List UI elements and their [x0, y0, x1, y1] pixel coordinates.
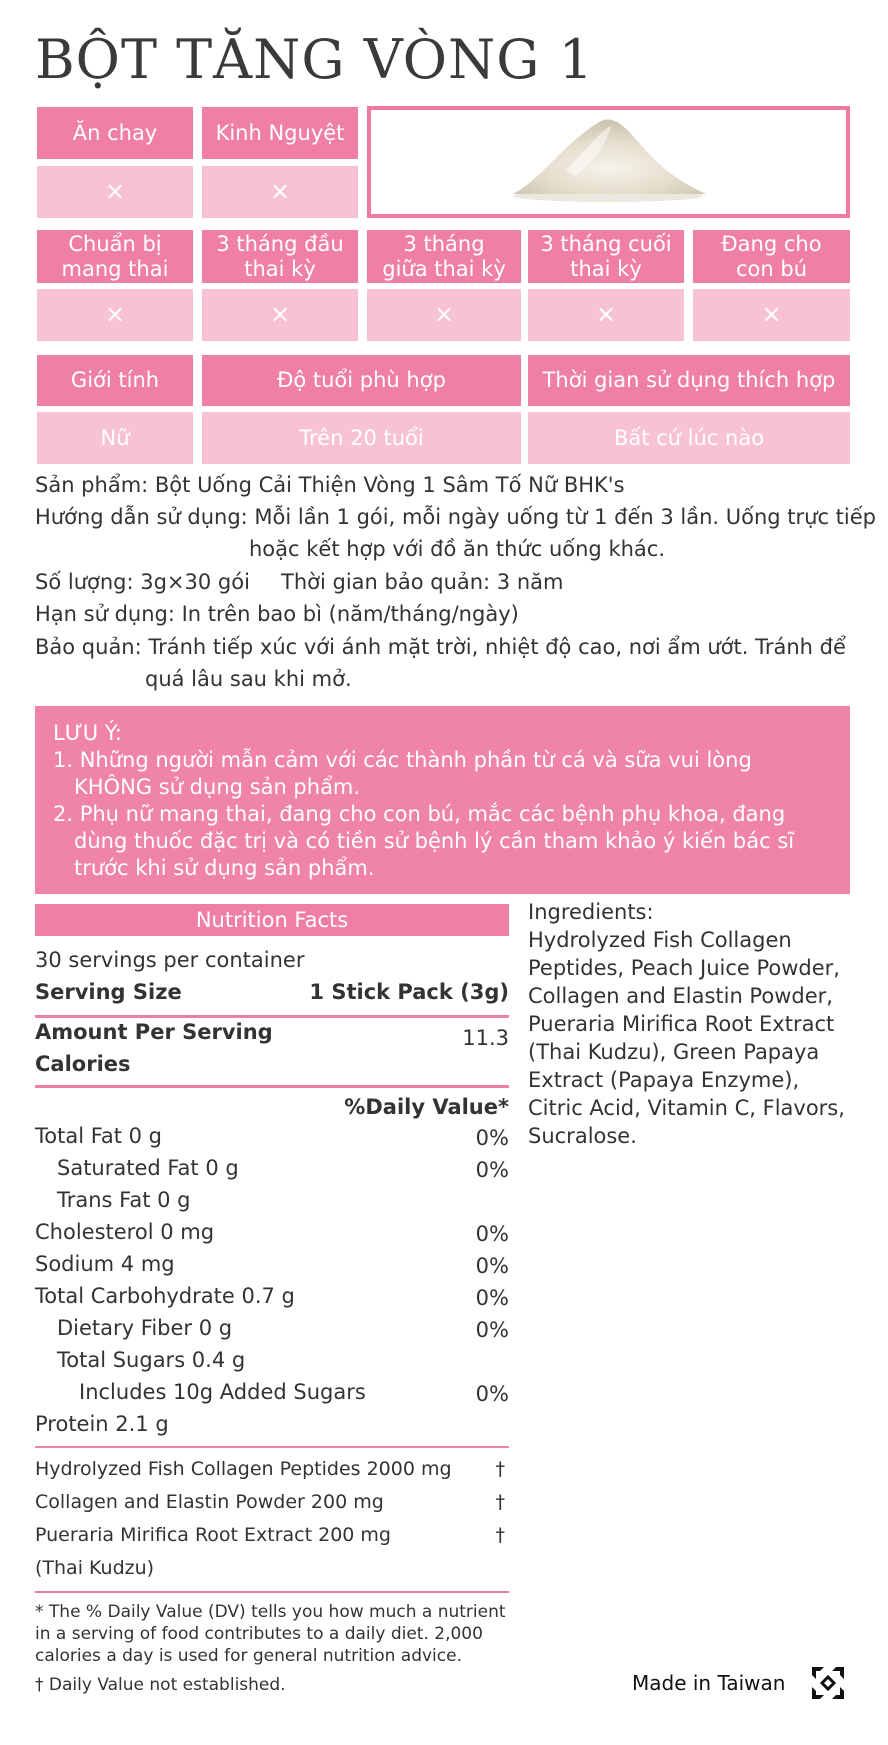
serving-size-label: Serving Size [35, 980, 182, 1004]
amount-per-serving: Amount Per Serving [35, 1020, 273, 1044]
value-third-trimester: × [528, 289, 684, 341]
extra-name: Hydrolyzed Fish Collagen Peptides 2000 mg [35, 1458, 452, 1480]
nutrient-row [35, 1252, 509, 1276]
nutrient-row [35, 1348, 509, 1372]
serving-size-value: 1 Stick Pack (3g) [309, 980, 509, 1004]
value-breastfeeding: × [693, 289, 850, 341]
value-age: Trên 20 tuổi [202, 412, 521, 464]
nutrient-name: Total Carbohydrate 0.7 g [35, 1284, 295, 1308]
value-first-trimester: × [202, 289, 358, 341]
warning-box [35, 706, 850, 894]
ingredients-text: Hydrolyzed Fish Collagen Peptides, Peach Juice Powder, Collagen and Elastin Powder, Pueraria Mirifica Root Extract (Thai Kudzu), Green Papaya Extract (Papaya Enzyme), Citric Acid, Vitamin C, Flavors, Sucralose. [528, 928, 845, 1148]
label-third-trimester: 3 tháng cuối thai kỳ [528, 230, 684, 283]
divider [35, 1085, 509, 1088]
value-preparing-pregnancy: × [37, 289, 193, 341]
servings-per-container: 30 servings per container [35, 948, 305, 972]
made-in-taiwan: Made in Taiwan [632, 1671, 786, 1695]
label-preparing-pregnancy: Chuẩn bị mang thai [37, 230, 193, 283]
serving-size-row [35, 980, 509, 1004]
expiry: Hạn sử dụng: In trên bao bì (năm/tháng/ngày) [35, 602, 519, 626]
value-vegetarian: × [37, 166, 193, 218]
powder-image [371, 110, 846, 214]
daily-value-header: %Daily Value* [344, 1095, 509, 1119]
nutrient-dv: 0% [475, 1158, 509, 1182]
extra-dv: † [495, 1458, 505, 1480]
value-usage-time: Bất cứ lúc nào [528, 412, 850, 464]
product-powder-image [367, 106, 850, 218]
nutrient-name: Sodium 4 mg [35, 1252, 175, 1276]
ingredients-title: Ingredients: [528, 900, 654, 924]
divider [35, 1591, 509, 1593]
nutrient-name: Protein 2.1 g [35, 1412, 169, 1436]
usage-line-2: hoặc kết hợp với đồ ăn thức uống khác. [249, 537, 666, 561]
nutrient-name: Includes 10g Added Sugars [79, 1380, 366, 1404]
label-age: Độ tuổi phù hợp [202, 355, 521, 406]
extra-name: Collagen and Elastin Powder 200 mg [35, 1491, 384, 1513]
label-menstruation: Kinh Nguyệt [202, 107, 358, 159]
nutrient-row [35, 1156, 509, 1180]
nutrient-dv: 0% [475, 1222, 509, 1246]
usage-line-1: Hướng dẫn sử dụng: Mỗi lần 1 gói, mỗi ngày uống từ 1 đến 3 lần. Uống trực tiếp [35, 505, 877, 529]
nutrient-dv: 0% [475, 1126, 509, 1150]
nutrient-row [35, 1380, 509, 1404]
value-gender: Nữ [37, 412, 193, 464]
extra-note: (Thai Kudzu) [35, 1557, 155, 1579]
quantity: Số lượng: 3g×30 gói [35, 570, 250, 594]
nutrient-dv: 0% [475, 1254, 509, 1278]
nutrient-dv: 0% [475, 1286, 509, 1310]
label-gender: Giới tính [37, 355, 193, 406]
label-usage-time: Thời gian sử dụng thích hợp [528, 355, 850, 406]
nutrient-row [35, 1188, 509, 1212]
storage-line-1: Bảo quản: Tránh tiếp xúc với ánh mặt trời, nhiệt độ cao, nơi ẩm ướt. Tránh để [35, 635, 846, 659]
shelf-life: Thời gian bảo quản: 3 năm [281, 570, 564, 594]
nutrient-name: Total Fat 0 g [35, 1124, 163, 1148]
divider [35, 1446, 509, 1448]
value-menstruation: × [202, 166, 358, 218]
extra-row [35, 1458, 509, 1480]
calories-label: Calories [35, 1052, 131, 1076]
product-name: Sản phẩm: Bột Uống Cải Thiện Vòng 1 Sâm Tố Nữ BHK's [35, 473, 625, 497]
nutrient-name: Cholesterol 0 mg [35, 1220, 215, 1244]
label-first-trimester: 3 tháng đầu thai kỳ [202, 230, 358, 283]
recycle-icon [808, 1663, 848, 1703]
label-vegetarian: Ăn chay [37, 107, 193, 159]
nutrient-row [35, 1284, 509, 1308]
page-title: BỘT TĂNG VÒNG 1 [35, 28, 594, 91]
ingredients [528, 898, 858, 1150]
nutrient-row [35, 1124, 509, 1148]
label-second-trimester: 3 tháng giữa thai kỳ [367, 230, 521, 283]
extra-row [35, 1491, 509, 1513]
nutrient-dv: 0% [475, 1318, 509, 1342]
value-second-trimester: × [367, 289, 521, 341]
nutrient-name: Dietary Fiber 0 g [57, 1316, 233, 1340]
dagger-footnote: † Daily Value not established. [35, 1675, 286, 1695]
nutrient-row [35, 1316, 509, 1340]
nutrient-dv: 0% [475, 1382, 509, 1406]
warning-item-1: 1. Những người mẫn cảm với các thành phần từ cá và sữa vui lòng KHÔNG sử dụng sản phẩm. [53, 748, 752, 799]
nutrient-name: Saturated Fat 0 g [57, 1156, 239, 1180]
label-breastfeeding: Đang cho con bú [693, 230, 850, 283]
daily-value-footnote: * The % Daily Value (DV) tells you how much a nutrient in a serving of food contributes to a daily diet. 2,000 calories a day is used for general nutrition advice. [35, 1602, 506, 1666]
extra-dv: † [495, 1524, 505, 1546]
calories-value: 11.3 [462, 1026, 509, 1050]
warning-title: LƯU Ý: [53, 721, 122, 745]
nutrient-name: Trans Fat 0 g [57, 1188, 191, 1212]
nutrient-row [35, 1412, 509, 1436]
extra-name: Pueraria Mirifica Root Extract 200 mg [35, 1524, 391, 1546]
extra-row [35, 1524, 509, 1546]
nutrient-name: Total Sugars 0.4 g [57, 1348, 246, 1372]
extra-dv: † [495, 1491, 505, 1513]
divider [35, 1015, 509, 1018]
warning-item-2: 2. Phụ nữ mang thai, đang cho con bú, mắc các bệnh phụ khoa, đang dùng thuốc đặc trị và có tiền sử bệnh lý cần tham khảo ý kiến bác sĩ trước khi sử dụng sản phẩm. [53, 802, 795, 880]
nutrition-facts-header: Nutrition Facts [35, 904, 509, 936]
nutrient-row [35, 1220, 509, 1244]
storage-line-2: quá lâu sau khi mở. [145, 667, 352, 691]
